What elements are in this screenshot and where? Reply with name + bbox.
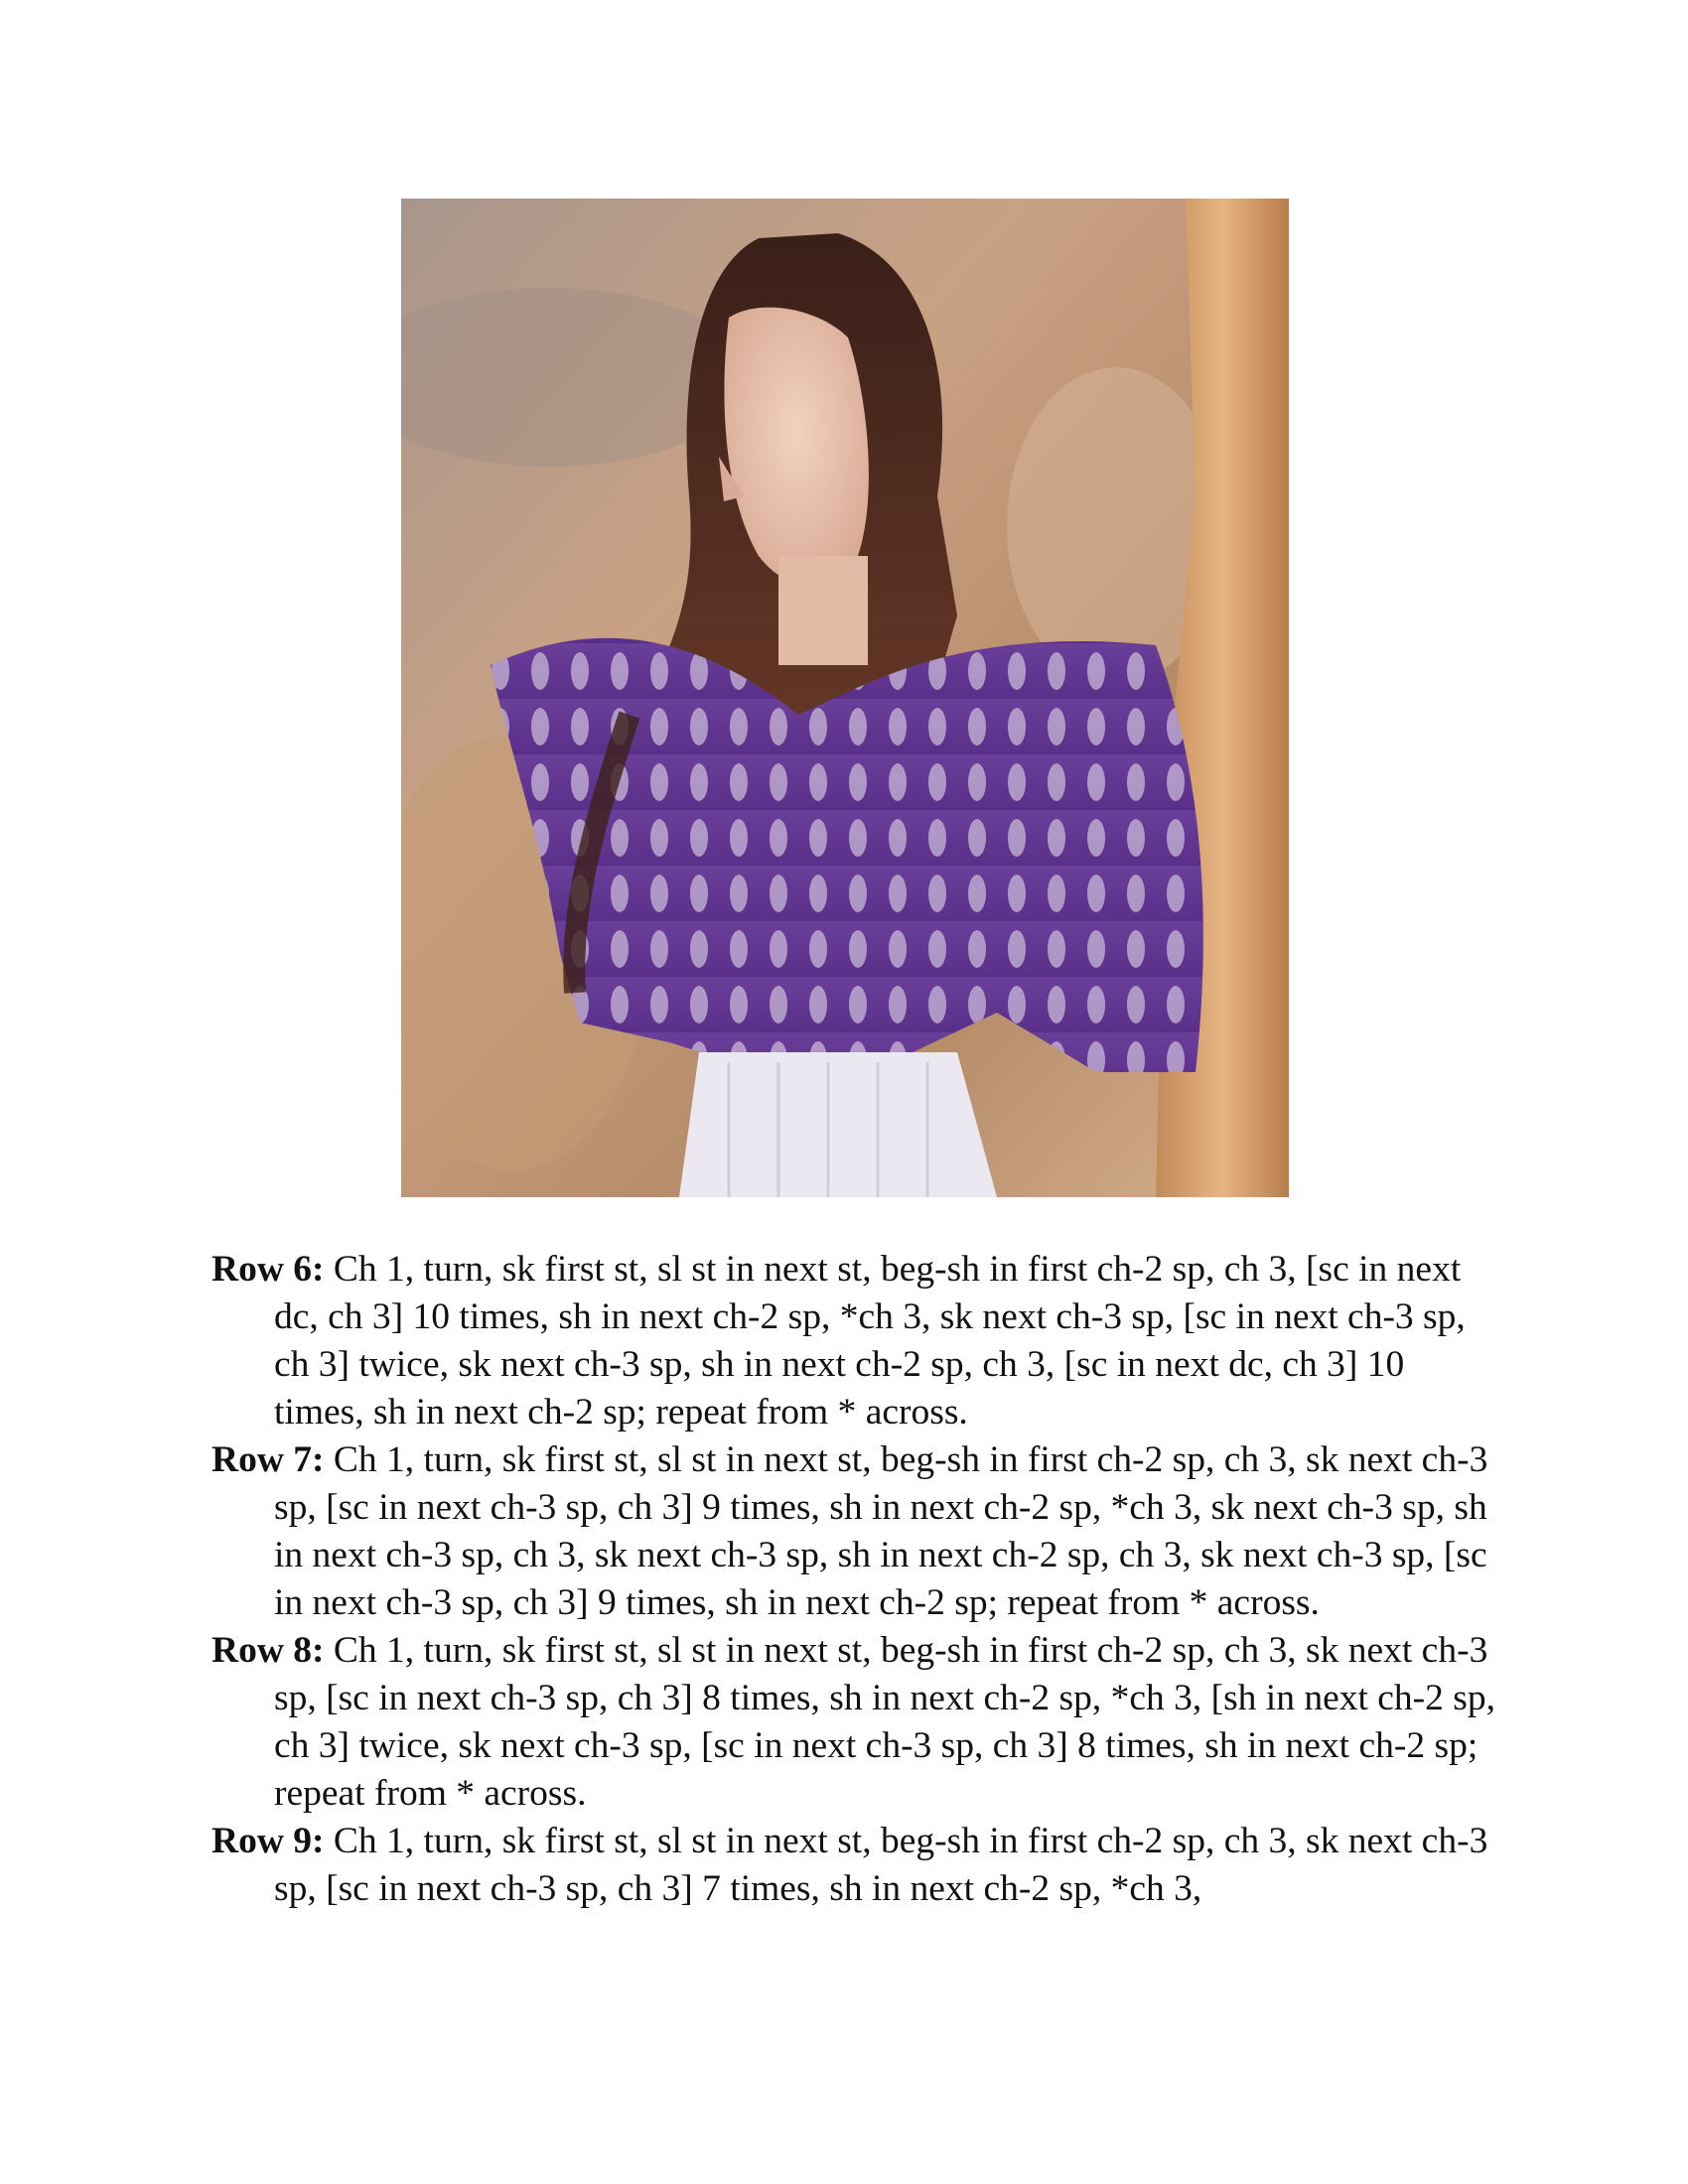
row-label: Row 7: xyxy=(211,1439,325,1480)
pattern-row xyxy=(211,1436,1502,1627)
row-text: Ch 1, turn, sk first st, sl st in next st, beg-sh in first ch-2 sp, ch 3, sk next ch-3 sp, [sc in next ch-3 sp, ch 3] 9 times, sh in next ch-2 sp, *ch 3, sk next ch-3 sp, sh in next ch-3 sp, ch 3, sk next ch-3 sp, sh in next ch-2 sp, ch 3, sk next ch-3 sp, [sc in next ch-3 sp, ch 3] 9 times, sh in next ch-2 sp; repeat from * across. xyxy=(274,1439,1488,1623)
row-text: Ch 1, turn, sk first st, sl st in next st, beg-sh in first ch-2 sp, ch 3, sk next ch-3 sp, [sc in next ch-3 sp, ch 3] 7 times, sh in next ch-2 sp, *ch 3, xyxy=(274,1821,1488,1909)
row-text: Ch 1, turn, sk first st, sl st in next st, beg-sh in first ch-2 sp, ch 3, sk next ch-3 sp, [sc in next ch-3 sp, ch 3] 8 times, sh in next ch-2 sp, *ch 3, [sh in next ch-2 sp, ch 3] twice, sk next ch-3 sp, [sc in next ch-3 sp, ch 3] 8 times, sh in next ch-2 sp; repeat from * across. xyxy=(274,1630,1496,1814)
photo-woman-purple-shawl xyxy=(401,199,1289,1197)
pattern-instructions xyxy=(211,1246,1502,1913)
row-text: Ch 1, turn, sk first st, sl st in next st, beg-sh in first ch-2 sp, ch 3, [sc in next dc, ch 3] 10 times, sh in next ch-2 sp, *ch 3, sk next ch-3 sp, [sc in next ch-3 sp, ch 3] twice, sk next ch-3 sp, sh in next ch-2 sp, ch 3, [sc in next dc, ch 3] 10 times, sh in next ch-2 sp; repeat from * across. xyxy=(274,1249,1466,1433)
row-label: Row 8: xyxy=(211,1630,325,1671)
pattern-row xyxy=(211,1818,1502,1913)
pattern-row xyxy=(211,1246,1502,1436)
model-photo xyxy=(401,199,1289,1197)
row-label: Row 6: xyxy=(211,1249,325,1290)
row-label: Row 9: xyxy=(211,1821,325,1861)
pattern-row xyxy=(211,1627,1502,1818)
